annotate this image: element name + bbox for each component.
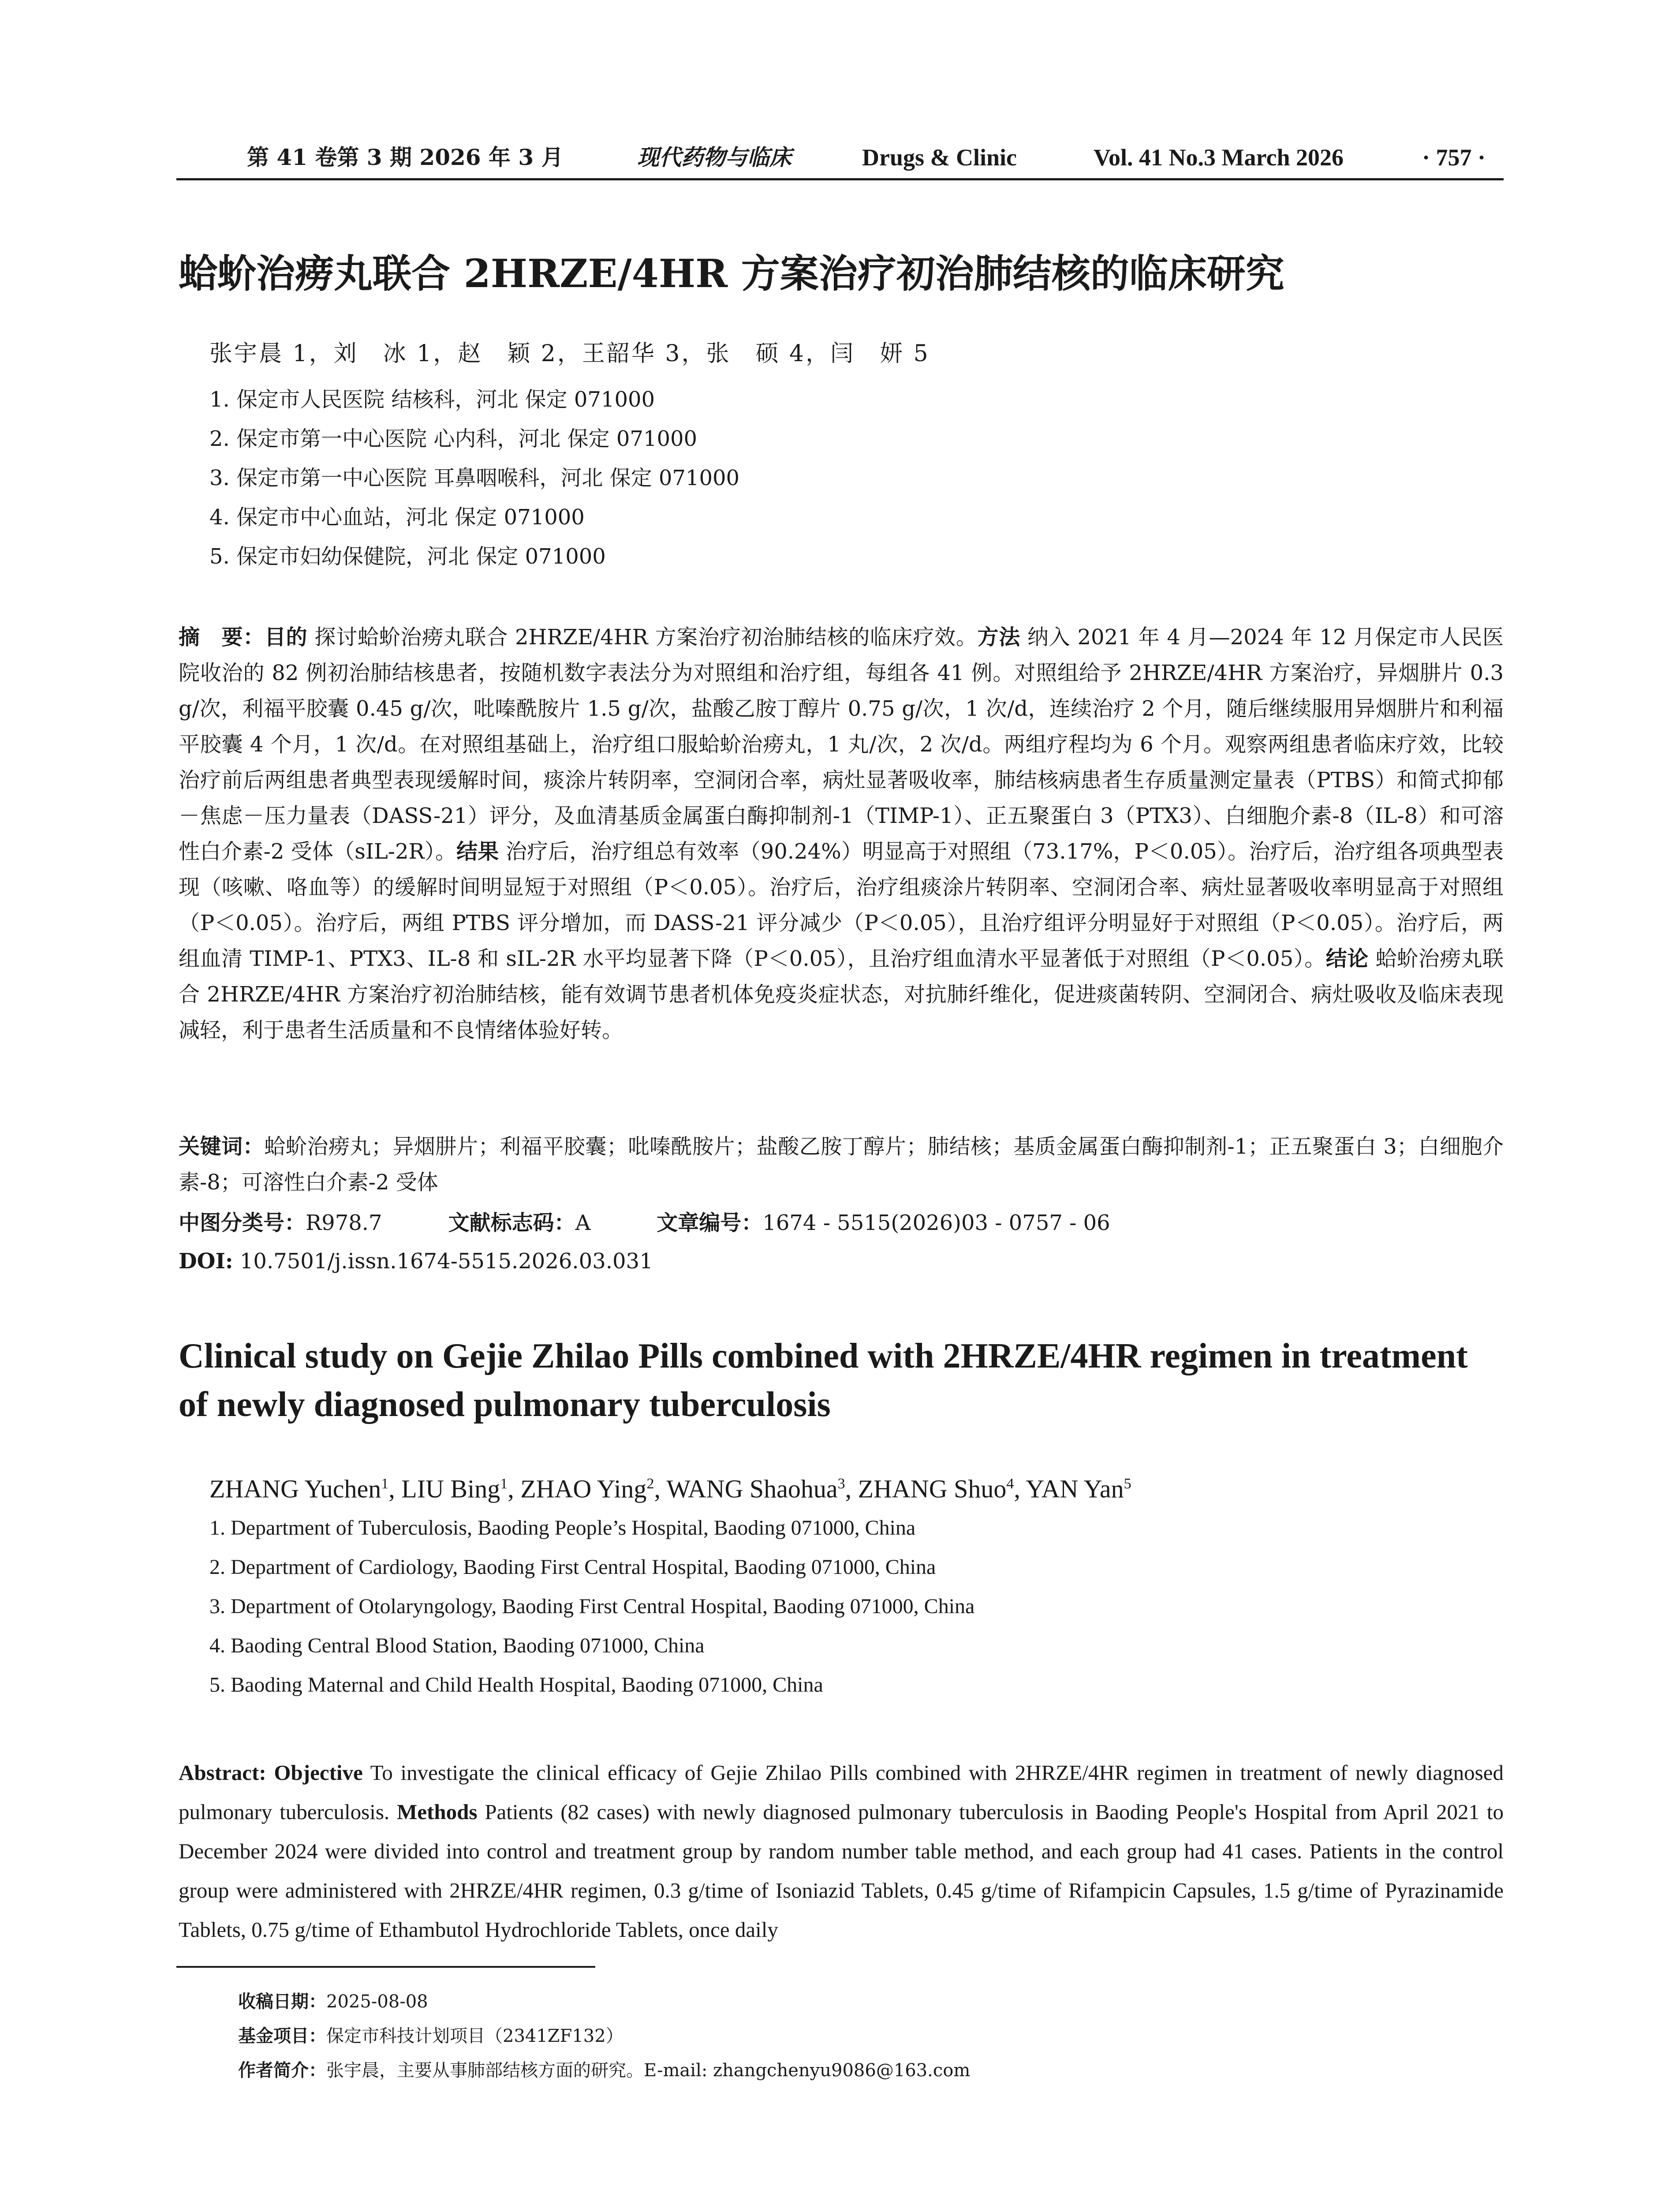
affiliations-en [209,1508,1488,1704]
affiliation-cn: 4. 保定市中心血站，河北 保定 071000 [209,505,585,530]
authors-en: ZHANG Yuchen$^1$, LIU Bing$^1$, ZHAO Ying$^2$, WANG Shaohua$^3$, ZHANG Shuo$^4$, YAN Yan$^5$ [209,1474,1131,1503]
footnote-author-bio [238,2053,970,2088]
affiliation-en: 2. Department of Cardiology, Baoding First Central Hospital, Baoding 071000, China [209,1555,936,1579]
methods-en-text: Patients (82 cases) with newly diagnosed pulmonary tuberculosis in Baoding People's Hospital from April 2021 to December 2024 were divided into control and treatment group by random number table method, and each group had 41 cases. Patients in the control group were administered with 2HRZE/4HR regimen, 0.3 g/time of Isoniazid Tablets, 0.45 g/time of Rifampicin Capsules, 1.5 g/time of Pyrazinamide Tablets, 0.75 g/time of Ethambutol Hydrochloride Tablets, once daily [179,1800,1504,1942]
header-journal-en: Drugs & Clinic [862,144,1017,171]
author-en-aff: 1 [500,1476,508,1492]
author-en-aff: 3 [837,1476,845,1492]
footnote-label: 作者简介： [238,2060,326,2081]
affiliation-en: 5. Baoding Maternal and Child Health Hospital, Baoding 071000, China [209,1673,823,1697]
abstract-en-label: Abstract: Objective [179,1760,363,1785]
doi-line [179,1244,653,1279]
doi-label: DOI: [179,1249,233,1274]
author-en-name: YAN Yan [1026,1474,1124,1503]
title-en: Clinical study on Gejie Zhilao Pills combined with 2HRZE/4HR regimen in treatment of newly diagnosed pulmonary tuberculosis [179,1337,1468,1424]
header-rule [176,178,1504,180]
affiliation-en: 1. Department of Tuberculosis, Baoding People’s Hospital, Baoding 071000, China [209,1516,916,1540]
author-en-aff: 5 [1124,1476,1131,1492]
affiliation-en: 3. Department of Otolaryngology, Baoding First Central Hospital, Baoding 071000, China [209,1595,975,1618]
methods-cn-text: 纳入 2021 年 4 月—2024 年 12 月保定市人民医院收治的 82 例初治肺结核患者，按随机数字表法分为对照组和治疗组，每组各 41 例。对照组给予 2HRZE/4HR 方案治疗，异烟肼片 0.3 g/次，利福平胶囊 0.45 g/次，吡嗪酰胺片 1.5 g/次，盐酸乙胺丁醇片 0.75 g/次，1 次/d，连续治疗 2 个月，随后继续服用异烟肼片和利福平胶囊 4 个月，1 次/d。在对照组基础上，治疗组口服蛤蚧治痨丸，1 丸/次，2 次/d。两组疗程均为 6 个月。观察两组患者临床疗效，比较治疗前后两组患者典型表现缓解时间，痰涂片转阴率，空洞闭合率，病灶显著吸收率，肺结核病患者生存质量测定量表（PTBS）和简式抑郁－焦虑－压力量表（DASS-21）评分，及血清基质金属蛋白酶抑制剂-1（TIMP-1）、正五聚蛋白 3（PTX3）、白细胞介素-8（IL-8）和可溶性白介素-2 受体（sIL-2R）。 [179,625,1504,864]
affiliations-cn [209,380,1488,576]
footnote-text: 2025-08-08 [326,1992,428,2012]
clc-label: 中图分类号： [179,1211,306,1235]
footnote-rule [176,1966,595,1968]
affiliation-cn: 2. 保定市第一中心医院 心内科，河北 保定 071000 [209,426,698,451]
header-journal-cn: 现代药物与临床 [637,144,791,170]
footnote-funding [238,2019,970,2053]
abstract-en [179,1753,1504,1949]
keywords-cn-label: 关键词： [179,1134,265,1159]
author-en-aff: 1 [381,1476,389,1492]
affiliation-cn: 3. 保定市第一中心医院 耳鼻咽喉科，河北 保定 071000 [209,466,740,490]
keywords-cn-text: 蛤蚧治痨丸；异烟肼片；利福平胶囊；吡嗪酰胺片；盐酸乙胺丁醇片；肺结核；基质金属蛋白酶抑制剂-1；正五聚蛋白 3；白细胞介素-8；可溶性白介素-2 受体 [179,1134,1504,1195]
affiliation-cn: 5. 保定市妇幼保健院，河北 保定 071000 [209,544,606,569]
affiliation-en: 4. Baoding Central Blood Station, Baoding 071000, China [209,1634,705,1657]
affiliation-cn: 1. 保定市人民医院 结核科，河北 保定 071000 [209,387,655,412]
keywords-cn [179,1129,1504,1200]
article-number-value: 1674 - 5515(2026)03 - 0757 - 06 [762,1211,1110,1235]
header-issue-cn: 第 41 卷第 3 期 2026 年 3 月 [247,144,564,170]
classification-line [179,1205,1110,1241]
objective-en-text: To investigate the clinical efficacy of Gejie Zhilao Pills combined with 2HRZE/4HR regimen in treatment of newly diagnosed pulmonary tuberculosis. [179,1760,1504,1824]
doc-code-label: 文献标志码： [448,1211,575,1235]
conclusion-cn-label: 结论 [1325,946,1369,971]
author-en-name: ZHAO Ying [520,1474,647,1503]
clc-value: R978.7 [306,1211,382,1235]
abstract-cn [179,620,1504,1048]
doi-value[interactable]: 10.7501/j.issn.1674-5515.2026.03.031 [233,1249,653,1274]
conclusion-cn-text: 蛤蚧治痨丸联合 2HRZE/4HR 方案治疗初治肺结核，能有效调节患者机体免疫炎症状态，对抗肺纤维化，促进痰菌转阴、空洞闭合、病灶吸收及临床表现减轻，利于患者生活质量和不良情绪体验好转。 [179,946,1504,1043]
header-issue-en: Vol. 41 No.3 March 2026 [1094,144,1344,171]
title-cn: 蛤蚧治痨丸联合 2HRZE/4HR 方案治疗初治肺结核的临床研究 [179,250,1284,296]
abstract-cn-label: 摘 要： [179,625,265,650]
results-cn-text: 治疗后，治疗组总有效率（90.24%）明显高于对照组（73.17%，P＜0.05）。治疗后，治疗组各项典型表现（咳嗽、咯血等）的缓解时间明显短于对照组（P＜0.05）。治疗后，治疗组痰涂片转阴率、空洞闭合率、病灶显著吸收率明显高于对照组（P＜0.05）。治疗后，两组 PTBS 评分增加，而 DASS-21 评分减少（P＜0.05），且治疗组评分明显好于对照组（P＜0.05）。治疗后，两组血清 TIMP-1、PTX3、IL-8 和 sIL-2R 水平均显著下降（P＜0.05），且治疗组血清水平显著低于对照组（P＜0.05）。 [179,839,1504,971]
author-en-name: ZHANG Shuo [858,1474,1007,1503]
author-en-name: ZHANG Yuchen [209,1474,381,1503]
footnote-label: 基金项目： [238,2026,326,2046]
article-number-label: 文章编号： [657,1211,763,1235]
footnote-label: 收稿日期： [238,1991,326,2012]
author-en-name: WANG Shaohua [666,1474,838,1503]
footnotes [238,1984,970,2088]
objective-cn-text: 探讨蛤蚧治痨丸联合 2HRZE/4HR 方案治疗初治肺结核的临床疗效。 [307,625,978,650]
doc-code-value: A [575,1211,591,1235]
footnote-text: 张宇晨，主要从事肺部结核方面的研究。E-mail: zhangchenyu9086@163.com [326,2060,971,2081]
methods-en-label: Methods [397,1800,478,1824]
results-cn-label: 结果 [456,839,499,864]
footnote-text: 保定市科技计划项目（2341ZF132） [326,2026,623,2046]
author-en-aff: 4 [1006,1476,1014,1492]
objective-cn-label: 目的 [264,625,308,650]
footnote-received [238,1984,970,2019]
methods-cn-label: 方法 [977,625,1021,650]
author-en-name: LIU Bing [401,1474,500,1503]
author-en-aff: 2 [646,1476,654,1492]
header-page-number: · 757 · [1422,144,1486,171]
authors-cn: 张宇晨 1，刘 冰 1，赵 颖 2，王韶华 3，张 硕 4，闫 妍 5 [209,340,930,367]
